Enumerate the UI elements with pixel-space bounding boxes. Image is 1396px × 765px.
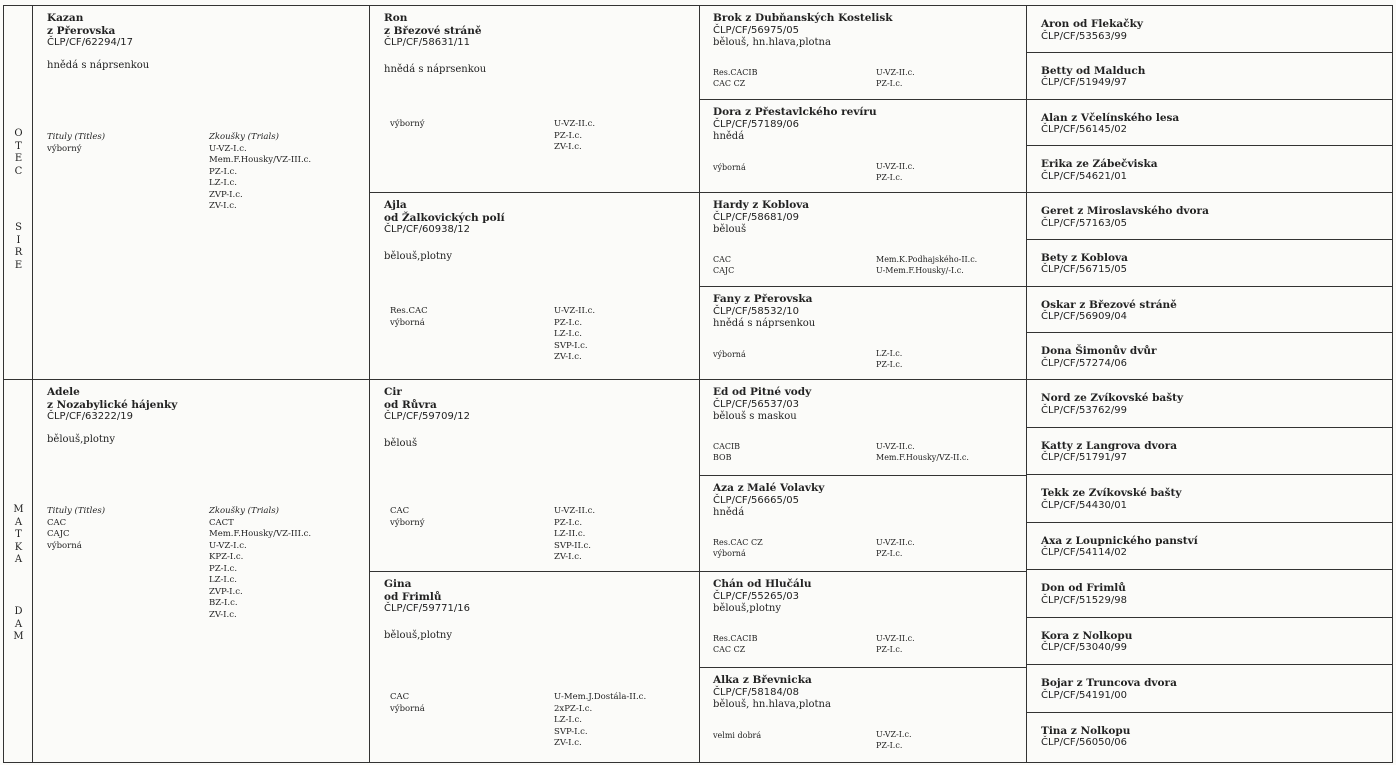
great-great-grandparent-cell — [1027, 713, 1392, 761]
coat-color: bělouš, hn.hlava,plotna — [713, 37, 831, 48]
grandparent-cell — [370, 380, 700, 572]
coat-color: bělouš, hn.hlava,plotna — [713, 699, 831, 710]
trials-block — [554, 306, 595, 364]
dog-name: Kora z Nolkopu — [1041, 629, 1133, 642]
trial-item: U-VZ-I.c. — [876, 730, 912, 739]
registration-number: ČLP/CF/54191/00 — [1041, 689, 1127, 701]
trial-item: U-Mem.F.Housky/-I.c. — [876, 265, 964, 275]
registration-number: ČLP/CF/55265/03 — [713, 590, 799, 602]
dog-name: Katty z Langrova dvora — [1041, 439, 1178, 452]
great-great-grandparent-cell — [1027, 475, 1392, 523]
registration-number: ČLP/CF/56909/04 — [1041, 311, 1127, 322]
side-letter: A — [14, 618, 23, 630]
registration-number: ČLP/CF/54114/02 — [1041, 547, 1127, 558]
trials-block — [876, 730, 912, 751]
trials-block — [554, 692, 646, 750]
titles-block — [390, 306, 428, 329]
registration-number: ČLP/CF/59709/12 — [384, 411, 470, 422]
titles-heading: Tituly (Titles) — [47, 132, 106, 142]
great-great-grandparent-cell — [1027, 523, 1392, 571]
registration-number: ČLP/CF/51791/97 — [1041, 452, 1127, 463]
dog-kennel: od Růvra — [384, 398, 437, 411]
dam-cell — [33, 380, 370, 763]
dog-name: Alan z Včelínského lesa — [1041, 111, 1180, 124]
trial-item: U-VZ-II.c. — [554, 306, 596, 316]
trial-item: ZVP-I.c. — [209, 586, 243, 597]
trials-heading: Zkoušky (Trials) — [209, 506, 279, 516]
coat-color: bělouš,plotny — [384, 629, 453, 641]
dog-name: Bojar z Truncova dvora — [1041, 677, 1177, 689]
title-item: výborná — [390, 703, 425, 714]
registration-number: ČLP/CF/51949/97 — [1041, 77, 1127, 89]
registration-number: ČLP/CF/51529/98 — [1041, 594, 1127, 606]
dog-name: Aza z Malé Volavky — [713, 482, 825, 494]
trial-item: ZV-I.c. — [554, 352, 582, 362]
trial-item: SVP-I.c. — [554, 726, 588, 737]
registration-number: ČLP/CF/58681/09 — [713, 211, 799, 223]
otec-label — [4, 128, 33, 178]
side-letter: A — [14, 516, 23, 528]
trial-item: KPZ-I.c. — [209, 552, 244, 562]
registration-number: ČLP/CF/59771/16 — [384, 603, 470, 614]
side-letter: K — [14, 541, 23, 553]
trials-block — [876, 162, 915, 183]
dog-name: Ajla — [384, 199, 407, 211]
title-item: výborná — [390, 317, 425, 328]
side-letter: D — [14, 606, 23, 617]
registration-number: ČLP/CF/56665/05 — [713, 494, 799, 506]
coat-color: hnědá — [713, 131, 745, 142]
dog-name: Erika ze Zábečviska — [1041, 158, 1158, 171]
title-item: velmi dobrá — [713, 731, 762, 740]
great-great-grandparent-cell — [1027, 618, 1392, 666]
trials-heading: Zkoušky (Trials) — [209, 132, 279, 142]
trial-item: U-Mem.J.Dostála-II.c. — [554, 692, 647, 702]
great-grandparent-cell — [700, 287, 1027, 380]
trials-block — [554, 119, 595, 154]
coat-color: hnědá — [713, 507, 745, 518]
trial-item: PZ-I.c. — [876, 548, 903, 558]
coat-color: hnědá s náprsenkou — [47, 59, 150, 71]
titles-block — [390, 692, 425, 715]
coat-color: bělouš,plotny — [47, 433, 116, 445]
side-letter: A — [14, 554, 23, 565]
trial-item: U-VZ-I.c. — [209, 540, 247, 551]
titles-block — [47, 132, 197, 155]
trial-item: PZ-I.c. — [554, 130, 583, 141]
great-great-grandparent-cell — [1027, 53, 1392, 100]
side-letter: O — [14, 128, 23, 139]
registration-number: ČLP/CF/56975/05 — [713, 24, 799, 36]
coat-color: bělouš — [384, 437, 418, 449]
dog-kennel: z Nozabylické hájenky — [47, 398, 178, 411]
great-grandparent-cell — [700, 572, 1027, 668]
sire-cell — [33, 6, 370, 380]
title-item: Res.CAC — [390, 306, 428, 316]
titles-heading: Tituly (Titles) — [47, 506, 106, 516]
dog-name: Ron — [384, 12, 408, 24]
trial-item: Mem.K.Podhajského-II.c. — [876, 255, 978, 264]
side-letter: R — [14, 247, 23, 258]
dog-name: Dona Šimonův dvůr — [1041, 345, 1157, 358]
grandparent-cell — [370, 193, 700, 380]
registration-number: ČLP/CF/56145/02 — [1041, 124, 1127, 135]
dam-label — [4, 606, 33, 644]
trial-item: PZ-I.c. — [209, 166, 238, 177]
dam-side-label — [4, 380, 33, 763]
trial-item: LZ-I.c. — [554, 715, 582, 725]
dog-kennel: z Březové stráně — [384, 24, 482, 37]
registration-number: ČLP/CF/60938/12 — [384, 224, 470, 235]
trials-block — [209, 132, 364, 213]
title-item: výborný — [390, 119, 425, 129]
trial-item: PZ-I.c. — [876, 740, 903, 750]
title-item: CAC — [47, 517, 67, 528]
title-item: výborná — [47, 540, 82, 551]
dog-name: Nord ze Zvíkovské bašty — [1041, 392, 1184, 404]
great-great-grandparent-cell — [1027, 146, 1392, 193]
dog-name: Alka z Břevnicka — [713, 674, 812, 686]
titles-block — [713, 634, 757, 655]
titles-block — [713, 731, 761, 742]
great-great-grandparent-cell — [1027, 333, 1392, 380]
title-item: BOB — [713, 452, 732, 462]
trial-item: U-VZ-II.c. — [876, 162, 915, 171]
registration-number: ČLP/CF/54621/01 — [1041, 170, 1127, 182]
title-item: CAC — [390, 692, 410, 702]
title-item: výborná — [713, 163, 746, 172]
title-item: CAJC — [47, 529, 70, 539]
title-item: CACIB — [713, 442, 741, 451]
great-grandparent-cell — [700, 668, 1027, 763]
titles-block — [713, 163, 746, 174]
registration-number: ČLP/CF/58631/11 — [384, 37, 470, 48]
trial-item: BZ-I.c. — [209, 598, 238, 608]
side-letter: T — [15, 529, 22, 540]
title-item: výborná — [713, 350, 746, 359]
title-item: CAC — [713, 255, 732, 264]
trials-block — [876, 538, 915, 559]
great-great-grandparent-cell — [1027, 287, 1392, 334]
trial-item: ZV-I.c. — [209, 609, 237, 620]
side-letter: M — [13, 631, 24, 642]
registration-number: ČLP/CF/57189/06 — [713, 118, 799, 130]
dog-name: Don od Frimlů — [1041, 582, 1126, 594]
great-great-grandparent-cell — [1027, 100, 1392, 147]
dog-name: Bety z Koblova — [1041, 251, 1128, 264]
dog-name: Fany z Přerovska — [713, 293, 813, 305]
great-great-grandparent-cell — [1027, 240, 1392, 287]
coat-color: hnědá s náprsenkou — [384, 63, 487, 75]
trial-item: U-VZ-I.c. — [209, 143, 247, 154]
trials-block — [876, 68, 915, 89]
trial-item: ZVP-I.c. — [209, 189, 243, 200]
titles-block — [713, 538, 763, 559]
trial-item: U-VZ-II.c. — [554, 119, 596, 129]
trial-item: SVP-II.c. — [554, 540, 591, 551]
trials-block — [554, 506, 595, 564]
dog-name: Tina z Nolkopu — [1041, 724, 1131, 737]
dog-name: Hardy z Koblova — [713, 199, 810, 211]
sire-side-label — [4, 6, 33, 380]
great-great-grandparent-cell — [1027, 665, 1392, 713]
pedigree-table — [3, 5, 1393, 763]
trial-item: LZ-I.c. — [554, 329, 582, 339]
registration-number: ČLP/CF/62294/17 — [47, 37, 133, 48]
dog-name: Betty od Malduch — [1041, 64, 1146, 77]
trial-item: PZ-I.c. — [209, 563, 238, 574]
trial-item: Mem.F.Housky/VZ-III.c. — [209, 155, 312, 165]
titles-block — [713, 255, 734, 276]
side-letter: E — [14, 153, 23, 164]
title-item: Res.CAC CZ — [713, 538, 763, 547]
registration-number: ČLP/CF/56537/03 — [713, 398, 799, 410]
trial-item: LZ-II.c. — [554, 529, 586, 539]
trial-item: U-VZ-II.c. — [554, 506, 596, 516]
title-item: Res.CACIB — [713, 634, 758, 643]
registration-number: ČLP/CF/58532/10 — [713, 305, 799, 317]
registration-number: ČLP/CF/53040/99 — [1041, 642, 1127, 653]
trials-block — [209, 506, 364, 621]
trial-item: U-VZ-II.c. — [876, 68, 915, 77]
dog-kennel: od Frimlů — [384, 590, 442, 603]
grandparent-cell — [370, 6, 700, 193]
dog-name: Tekk ze Zvíkovské bašty — [1041, 487, 1182, 499]
registration-number: ČLP/CF/57163/05 — [1041, 217, 1127, 229]
title-item: výborný — [390, 517, 425, 528]
trial-item: U-VZ-II.c. — [876, 634, 915, 643]
great-grandparent-cell — [700, 380, 1027, 476]
registration-number: ČLP/CF/57274/06 — [1041, 357, 1127, 369]
trial-item: U-VZ-II.c. — [876, 538, 915, 547]
dog-name: Gina — [384, 578, 412, 590]
side-letter: I — [16, 234, 21, 246]
sire-label — [4, 222, 33, 272]
trial-item: U-VZ-II.c. — [876, 442, 915, 451]
trial-item: ZV-I.c. — [554, 738, 582, 748]
dog-name: Axa z Loupnického panství — [1041, 534, 1198, 547]
registration-number: ČLP/CF/53563/99 — [1041, 30, 1127, 42]
title-item: CAC CZ — [713, 78, 746, 88]
trial-item: PZ-I.c. — [876, 644, 903, 654]
title-item: výborná — [713, 548, 746, 558]
great-great-grandparent-cell — [1027, 380, 1392, 428]
side-letter: T — [15, 140, 22, 152]
matka-label — [4, 504, 33, 567]
title-item: CAC — [390, 506, 410, 516]
side-letter: E — [14, 259, 23, 271]
trial-item: 2xPZ-I.c. — [554, 703, 593, 714]
dog-name: Geret z Miroslavského dvora — [1041, 205, 1209, 217]
dog-name: Brok z Dubňanských Kostelisk — [713, 12, 893, 24]
trials-block — [876, 634, 915, 655]
registration-number: ČLP/CF/63222/19 — [47, 411, 133, 422]
dog-kennel: z Přerovska — [47, 24, 116, 37]
dog-name: Dora z Přestavlckého revíru — [713, 106, 877, 118]
side-letter: C — [14, 165, 23, 177]
great-great-grandparent-cell — [1027, 193, 1392, 240]
coat-color: bělouš s maskou — [713, 411, 797, 422]
dog-name: Kazan — [47, 12, 84, 24]
trials-block — [876, 255, 977, 276]
dog-name: Adele — [47, 386, 80, 398]
coat-color: bělouš — [713, 224, 747, 235]
trial-item: Mem.F.Housky/VZ-III.c. — [209, 529, 312, 539]
trial-item: PZ-I.c. — [876, 172, 903, 182]
trial-item: ZV-I.c. — [554, 142, 582, 152]
trial-item: PZ-I.c. — [876, 78, 903, 88]
titles-block — [390, 119, 425, 131]
coat-color: bělouš,plotny — [713, 603, 782, 614]
great-great-grandparent-cell — [1027, 428, 1392, 476]
titles-block — [713, 442, 740, 463]
coat-color: hnědá s náprsenkou — [713, 318, 816, 329]
dog-name: Aron od Flekačky — [1041, 18, 1143, 30]
dog-name: Ed od Pitné vody — [713, 386, 812, 398]
trial-item: PZ-I.c. — [554, 517, 583, 528]
registration-number: ČLP/CF/53762/99 — [1041, 404, 1127, 416]
trial-item: PZ-I.c. — [876, 359, 903, 369]
titles-block — [390, 506, 425, 529]
side-letter: S — [15, 222, 22, 233]
dog-name: Cir — [384, 386, 402, 398]
registration-number: ČLP/CF/56050/06 — [1041, 737, 1127, 748]
title-item: CAJC — [713, 265, 735, 275]
trial-item: LZ-I.c. — [209, 178, 237, 188]
registration-number: ČLP/CF/58184/08 — [713, 686, 799, 698]
titles-block — [713, 68, 757, 89]
grandparent-cell — [370, 572, 700, 763]
trials-block — [876, 349, 902, 370]
trial-item: SVP-I.c. — [554, 340, 588, 351]
title-item: Res.CACIB — [713, 68, 758, 77]
trial-item: Mem.F.Housky/VZ-II.c. — [876, 452, 969, 462]
great-grandparent-cell — [700, 476, 1027, 572]
great-great-grandparent-cell — [1027, 6, 1392, 53]
great-grandparent-cell — [700, 100, 1027, 193]
coat-color: bělouš,plotny — [384, 250, 453, 262]
title-item: CAC CZ — [713, 644, 746, 654]
trial-item: CACT — [209, 517, 234, 528]
title-item: výborný — [47, 143, 82, 154]
trial-item: LZ-I.c. — [209, 575, 237, 585]
great-grandparent-cell — [700, 6, 1027, 100]
dog-kennel: od Žalkovických polí — [384, 211, 505, 224]
dog-name: Oskar z Březové stráně — [1041, 298, 1177, 311]
great-grandparent-cell — [700, 193, 1027, 287]
trial-item: ZV-I.c. — [209, 201, 237, 211]
trial-item: LZ-I.c. — [876, 349, 903, 358]
great-great-grandparent-cell — [1027, 570, 1392, 618]
registration-number: ČLP/CF/54430/01 — [1041, 499, 1127, 511]
trial-item: ZV-I.c. — [554, 552, 582, 562]
dog-name: Chán od Hlučálu — [713, 578, 812, 590]
trials-block — [876, 442, 969, 463]
trial-item: PZ-I.c. — [554, 317, 583, 328]
titles-block — [713, 350, 746, 361]
registration-number: ČLP/CF/56715/05 — [1041, 264, 1127, 276]
side-letter: M — [13, 504, 24, 515]
titles-block — [47, 506, 197, 552]
